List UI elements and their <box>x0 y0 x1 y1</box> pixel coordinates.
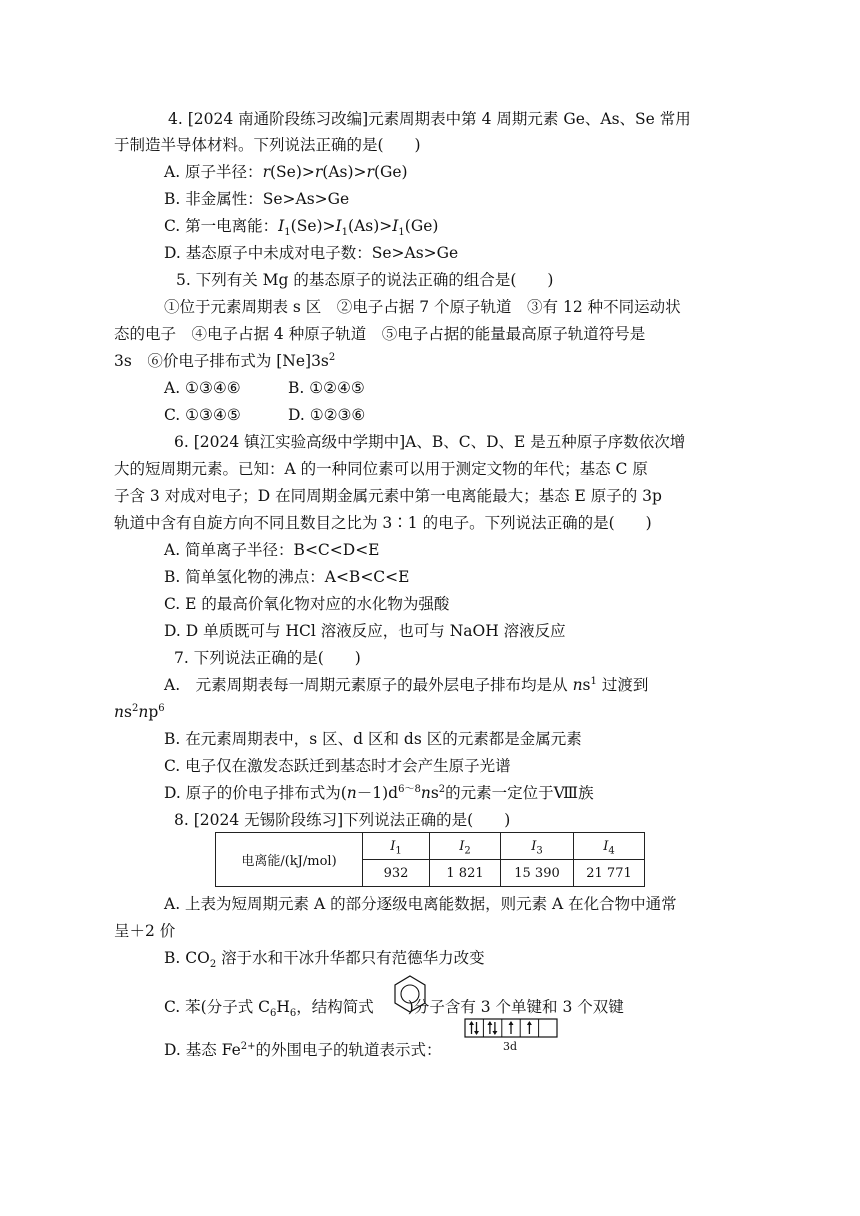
q5-option-b: B. ①②④⑤ <box>288 379 365 397</box>
q6-stem-line1: 6. [2024 镇江实验高级中学期中]A、B、C、D、E 是五种原子序数依次增 <box>174 433 686 451</box>
q8-option-a-line1: A. 上表为短周期元素 A 的部分逐级电离能数据，则元素 A 在化合物中通常 <box>164 895 677 913</box>
table-cell: 1 821 <box>430 860 501 887</box>
q5-stem-line2: ①位于元素周期表 s 区 ②电子占据 7 个原子轨道 ③有 12 种不同运动状 <box>164 298 681 316</box>
table-cell: 15 390 <box>501 860 574 887</box>
q7-option-c: C. 电子仅在激发态跃迁到基态时才会产生原子光谱 <box>164 757 511 775</box>
q8-option-b: B. $CO_2$ 溶于水和干冰升华都只有范德华力改变 <box>164 949 485 971</box>
q5-option-d: D. ①②③⑥ <box>288 406 366 424</box>
q4-option-b: B. 非金属性：Se>As>Ge <box>164 190 350 208</box>
q7-stem: 7. 下列说法正确的是( ) <box>174 649 361 667</box>
q4-option-c: C. 第一电离能：$I_1(Se)>I_1(As)>I_1(Ge)$ <box>164 217 439 239</box>
q8-option-d: D. 基态 $Fe^{2+}$的外围电子的轨道表示式： <box>164 1040 442 1059</box>
q6-stem-line3: 子含 3 对成对电子；D 在同周期金属元素中第一电离能最大；基态 E 原子的 3p <box>114 487 662 505</box>
ionization-energy-table <box>215 832 645 887</box>
table-col-i2: $I_2$ <box>430 833 501 860</box>
q6-option-a: A. 简单离子半径：B<C<D<E <box>164 541 380 559</box>
q7-option-b: B. 在元素周期表中，s 区、d 区和 ds 区的元素都是金属元素 <box>164 730 582 748</box>
q5-stem-line1: 5. 下列有关 Mg 的基态原子的说法正确的组合是( ) <box>176 271 554 289</box>
q5-option-a: A. ①③④⑥ <box>164 379 241 397</box>
q8-option-c: C. 苯(分子式 $C_6H_6$，结构简式 )分子含有 3 个单键和 3 个双键 <box>164 998 624 1020</box>
q8-option-a-line2: 呈＋2 价 <box>114 922 176 940</box>
q7-option-a-line1: A. 元素周期表每一周期元素原子的最外层电子排布均是从 $ns^1$ 过渡到 <box>164 675 649 694</box>
q8-stem: 8. [2024 无锡阶段练习]下列说法正确的是( ) <box>174 811 511 829</box>
orbital-label: 3d <box>503 1040 518 1053</box>
q6-option-b: B. 简单氢化物的沸点：A<B<C<E <box>164 568 410 586</box>
table-cell: 932 <box>363 860 430 887</box>
q5-option-c: C. ①③④⑤ <box>164 406 241 424</box>
benzene-structure-icon <box>392 973 428 1015</box>
q4-stem-line2: 于制造半导体材料。下列说法正确的是( ) <box>114 136 421 154</box>
q4-option-a: A. 原子半径：r(Se)>r(As)>r(Ge) <box>164 163 408 181</box>
table-cell: 21 771 <box>574 860 645 887</box>
q6-option-c: C. E 的最高价氧化物对应的水化物为强酸 <box>164 595 450 613</box>
q7-option-d: D. 原子的价电子排布式为$(n-1)d^{6\sim 8}ns^2$的元素一定位于Ⅷ族 <box>164 783 594 802</box>
table-col-i4: $I_4$ <box>574 833 645 860</box>
q5-stem-line3: 态的电子 ④电子占据 4 种原子轨道 ⑤电子占据的能量最高原子轨道符号是 <box>114 325 646 343</box>
q4-option-d: D. 基态原子中未成对电子数：Se>As>Ge <box>164 244 459 262</box>
q6-option-d: D. D 单质既可与 HCl 溶液反应，也可与 NaOH 溶液反应 <box>164 622 566 640</box>
q4-stem-line1: 4. [2024 南通阶段练习改编]元素周期表中第 4 周期元素 Ge、As、Se 常用 <box>168 110 691 128</box>
orbital-diagram-3d <box>464 1018 558 1038</box>
table-col-i1: $I_1$ <box>363 833 430 860</box>
table-header-cell: 电离能/(kJ/mol) <box>216 833 363 887</box>
q6-stem-line4: 轨道中含有自旋方向不同且数目之比为 3∶1 的电子。下列说法正确的是( ) <box>114 514 652 532</box>
q6-stem-line2: 大的短周期元素。已知：A 的一种同位素可以用于测定文物的年代；基态 C 原 <box>114 460 648 478</box>
table-col-i3: $I_3$ <box>501 833 574 860</box>
q7-option-a-line2: $ns^2np^6$ <box>114 702 165 721</box>
q5-stem-line4: 3s ⑥价电子排布式为 $[Ne]3s^2$ <box>114 351 336 370</box>
